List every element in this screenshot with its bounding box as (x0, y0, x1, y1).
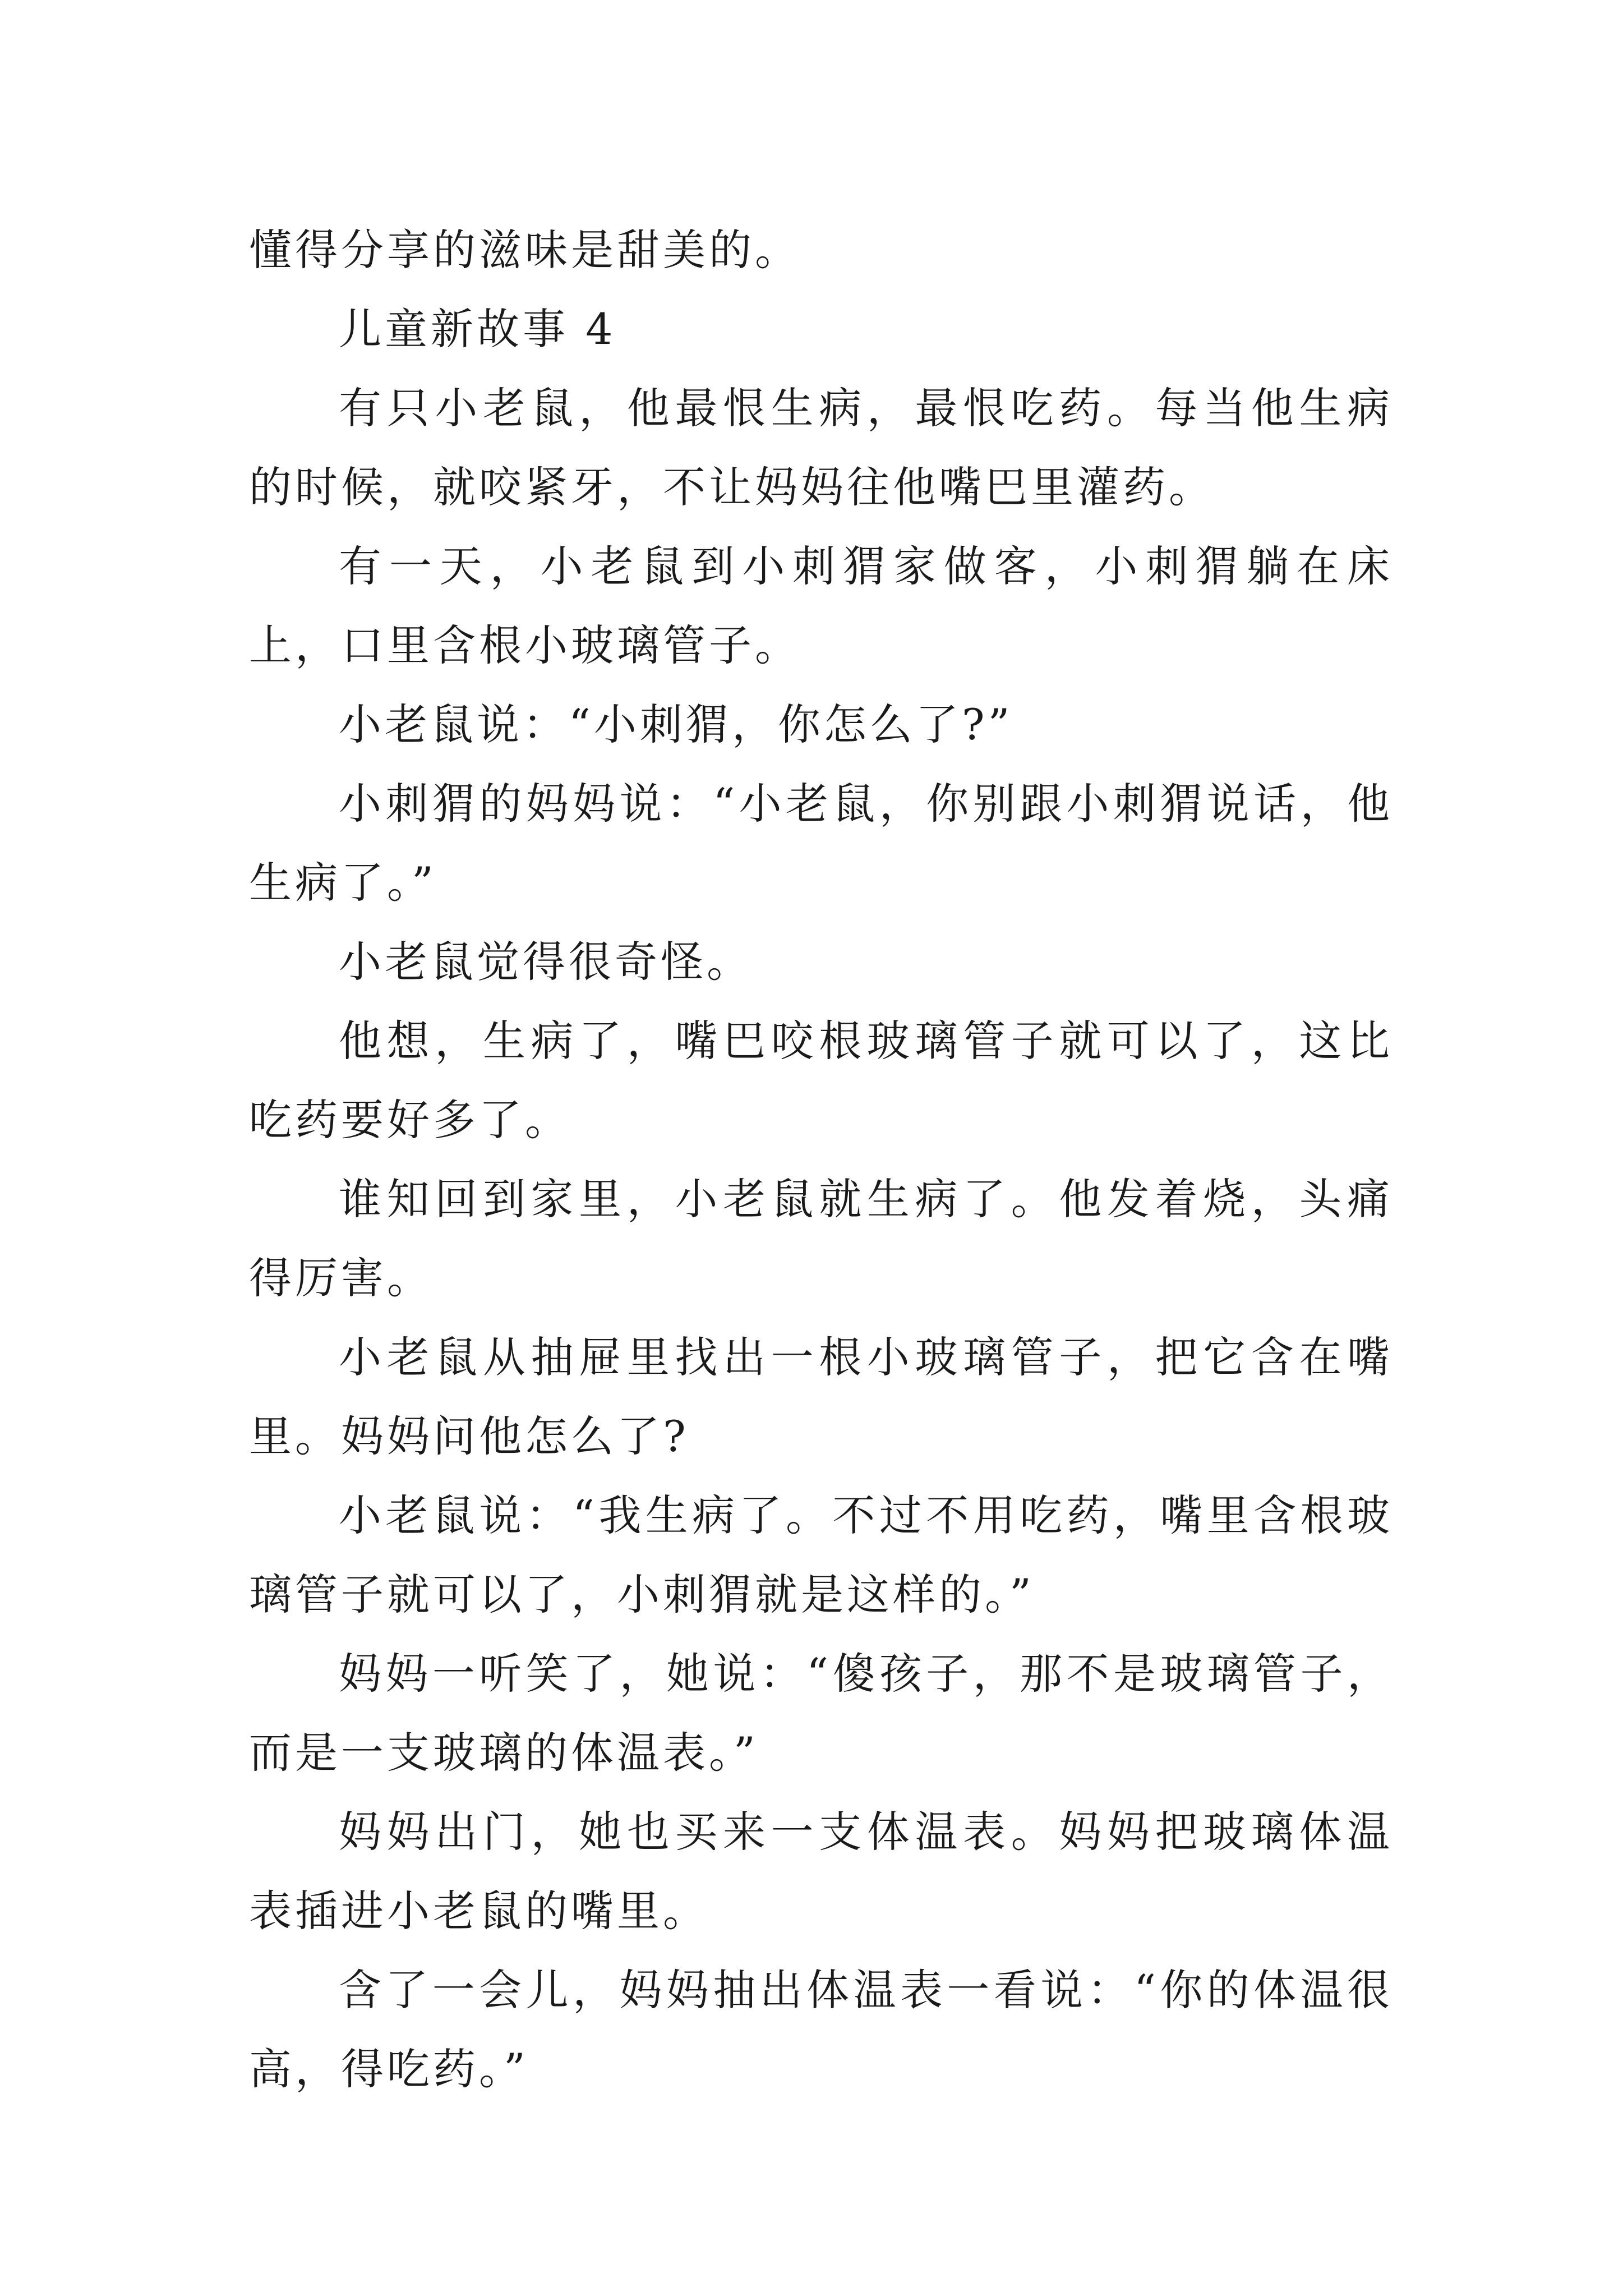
paragraph: 小老鼠说：“小刺猬，你怎么了?” (339, 700, 1013, 749)
paragraph: 他想，生病了，嘴巴咬根玻璃管子就可以了，这比吃药要好多了。 (249, 1016, 1393, 1145)
section-heading: 儿童新故事 4 (339, 304, 616, 354)
paragraph: 妈妈一听笑了，她说：“傻孩子，那不是玻璃管子，而是一支玻璃的体温表。” (249, 1649, 1393, 1778)
paragraph: 含了一会儿，妈妈抽出体温表一看说：“你的体温很高，得吃药。” (249, 1965, 1393, 2094)
paragraph: 懂得分享的滋味是甜美的。 (249, 225, 801, 275)
paragraph: 有一天，小老鼠到小刺猬家做客，小刺猬躺在床上，口里含根小玻璃管子。 (249, 541, 1393, 670)
paragraph: 小老鼠说：“我生病了。不过不用吃药，嘴里含根玻璃管子就可以了，小刺猬就是这样的。” (249, 1490, 1393, 1619)
document-body (249, 210, 1393, 2109)
paragraph: 妈妈出门，她也买来一支体温表。妈妈把玻璃体温表插进小老鼠的嘴里。 (249, 1807, 1393, 1936)
paragraph: 小刺猬的妈妈说：“小老鼠，你别跟小刺猬说话，他生病了。” (249, 779, 1393, 908)
paragraph: 小老鼠从抽屉里找出一根小玻璃管子，把它含在嘴里。妈妈问他怎么了? (249, 1332, 1393, 1461)
paragraph: 小老鼠觉得很奇怪。 (339, 937, 753, 987)
paragraph: 有只小老鼠，他最恨生病，最恨吃药。每当他生病的时候，就咬紧牙，不让妈妈往他嘴巴里灌药。 (249, 383, 1393, 512)
paragraph: 谁知回到家里，小老鼠就生病了。他发着烧，头痛得厉害。 (249, 1174, 1393, 1303)
